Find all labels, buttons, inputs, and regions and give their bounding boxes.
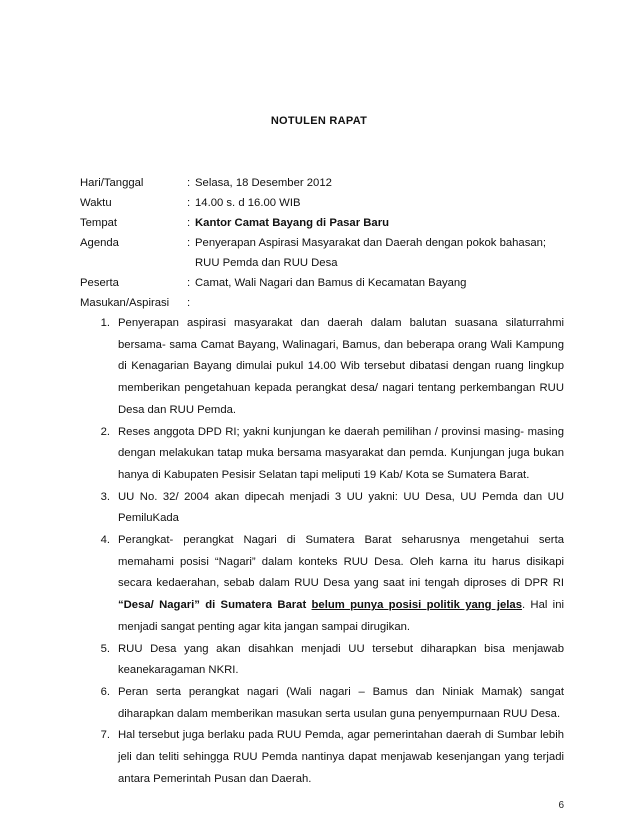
list-item-text: Reses anggota DPD RI; yakni kunjungan ke daerah pemilihan / provinsi masing- masing dengan melakukan tatap muka bersama masyarakat dan pemda. Kunjungan juga bukan hanya di Kabupaten Pesisir Selatan tapi meliputi 19 Kab/ Kota se Sumatera Barat. (118, 425, 564, 481)
meta-label: Masukan/Aspirasi (80, 297, 170, 309)
meta-row-date (80, 175, 570, 195)
meta-colon: : (187, 277, 191, 289)
meta-colon: : (187, 217, 191, 229)
list-item-number: 2. (100, 425, 110, 438)
meta-value: 14.00 s. d 16.00 WIB (195, 197, 301, 209)
list-item (80, 639, 564, 682)
meeting-details (80, 175, 570, 315)
list-item-text-part: . Hal ini menjadi sangat penting agar kita jangan sampai dirugikan. (118, 599, 564, 633)
list-item-number: 1. (100, 317, 110, 329)
list-item-number: 7. (100, 729, 110, 742)
meta-row-participants (80, 275, 570, 295)
meta-colon: : (187, 197, 191, 209)
meta-row-place (80, 215, 570, 235)
list-item-text: Hal tersebut juga berlaku pada RUU Pemda, agar pemerintahan daerah di Sumbar lebih jeli dan teliti sehingga RUU Pemda nantinya dapat menjawab kesenjangan yang terjadi antara Pemerintah Pusan dan Daerah. (118, 729, 564, 785)
meta-colon: : (187, 297, 191, 309)
list-item-text-part: Perangkat- perangkat Nagari di Sumatera Barat seharusnya mengetahui serta memahami posisi “Nagari” dalam konteks RUU Desa. Oleh karna itu harus disikapi secara kedaerahan, sebab dalam RUU Desa yang saat ini tengah diproses di DPR RI (118, 534, 564, 590)
meta-row-time (80, 195, 570, 215)
list-item (80, 682, 564, 725)
meta-agenda-continuation: RUU Pemda dan RUU Desa (195, 257, 338, 269)
list-item (80, 530, 564, 639)
meta-value: Camat, Wali Nagari dan Bamus di Kecamatan Bayang (195, 277, 467, 289)
list-item-text-bold: “Desa/ Nagari” di Sumatera Barat (118, 599, 312, 612)
list-item-text: Penyerapan aspirasi masyarakat dan daerah dalam balutan suasana silaturrahmi bersama- sama Camat Bayang, Walinagari, Bamus, dan beberapa orang Wali Kampung di Kenagarian Bayang dimulai pukul 14.00 Wib tersebut dibatasi dengan ruang lingkup memberikan pengetahuan kepada perangkat desa/ nagari tentang perkembangan RUU Desa dan RUU Pemda. (118, 317, 564, 416)
list-item (80, 313, 564, 422)
meta-label: Tempat (80, 217, 118, 229)
list-item-number: 6. (100, 685, 110, 698)
list-item-number: 3. (100, 490, 110, 503)
meta-row-input (80, 295, 570, 315)
meta-value: Selasa, 18 Desember 2012 (195, 177, 332, 189)
list-item-text: RUU Desa yang akan disahkan menjadi UU tersebut diharapkan bisa menjawab keanekaragaman NKRI. (118, 642, 564, 677)
list-item (80, 487, 564, 530)
list-item-number: 5. (100, 642, 110, 655)
meta-label: Hari/Tanggal (80, 177, 144, 189)
meta-value: Penyerapan Aspirasi Masyarakat dan Daerah dengan pokok bahasan; (195, 237, 547, 249)
document-title: NOTULEN RAPAT (270, 115, 368, 127)
meta-label: Peserta (80, 277, 119, 289)
meta-row-agenda (80, 235, 570, 255)
list-item (80, 725, 564, 790)
list-item-number: 4. (100, 534, 110, 547)
page-number: 6 (558, 800, 564, 811)
meta-label: Agenda (80, 237, 119, 249)
list-item (80, 422, 564, 487)
list-item-text: Peran serta perangkat nagari (Wali nagari – Bamus dan Niniak Mamak) sangat diharapkan dalam memberikan masukan serta usulan guna penyempurnaan RUU Desa. (118, 685, 564, 720)
list-item-text (118, 530, 564, 639)
meta-colon: : (187, 177, 191, 189)
meta-value (195, 295, 570, 315)
list-item-text-bold-underlined: belum punya posisi politik yang jelas (311, 599, 522, 612)
meta-value: Kantor Camat Bayang di Pasar Baru (195, 217, 389, 229)
aspiration-list (80, 313, 564, 790)
meta-label: Waktu (80, 197, 112, 209)
meta-colon: : (187, 237, 191, 249)
list-item-text: UU No. 32/ 2004 akan dipecah menjadi 3 UU yakni: UU Desa, UU Pemda dan UU PemiluKada (118, 490, 564, 525)
